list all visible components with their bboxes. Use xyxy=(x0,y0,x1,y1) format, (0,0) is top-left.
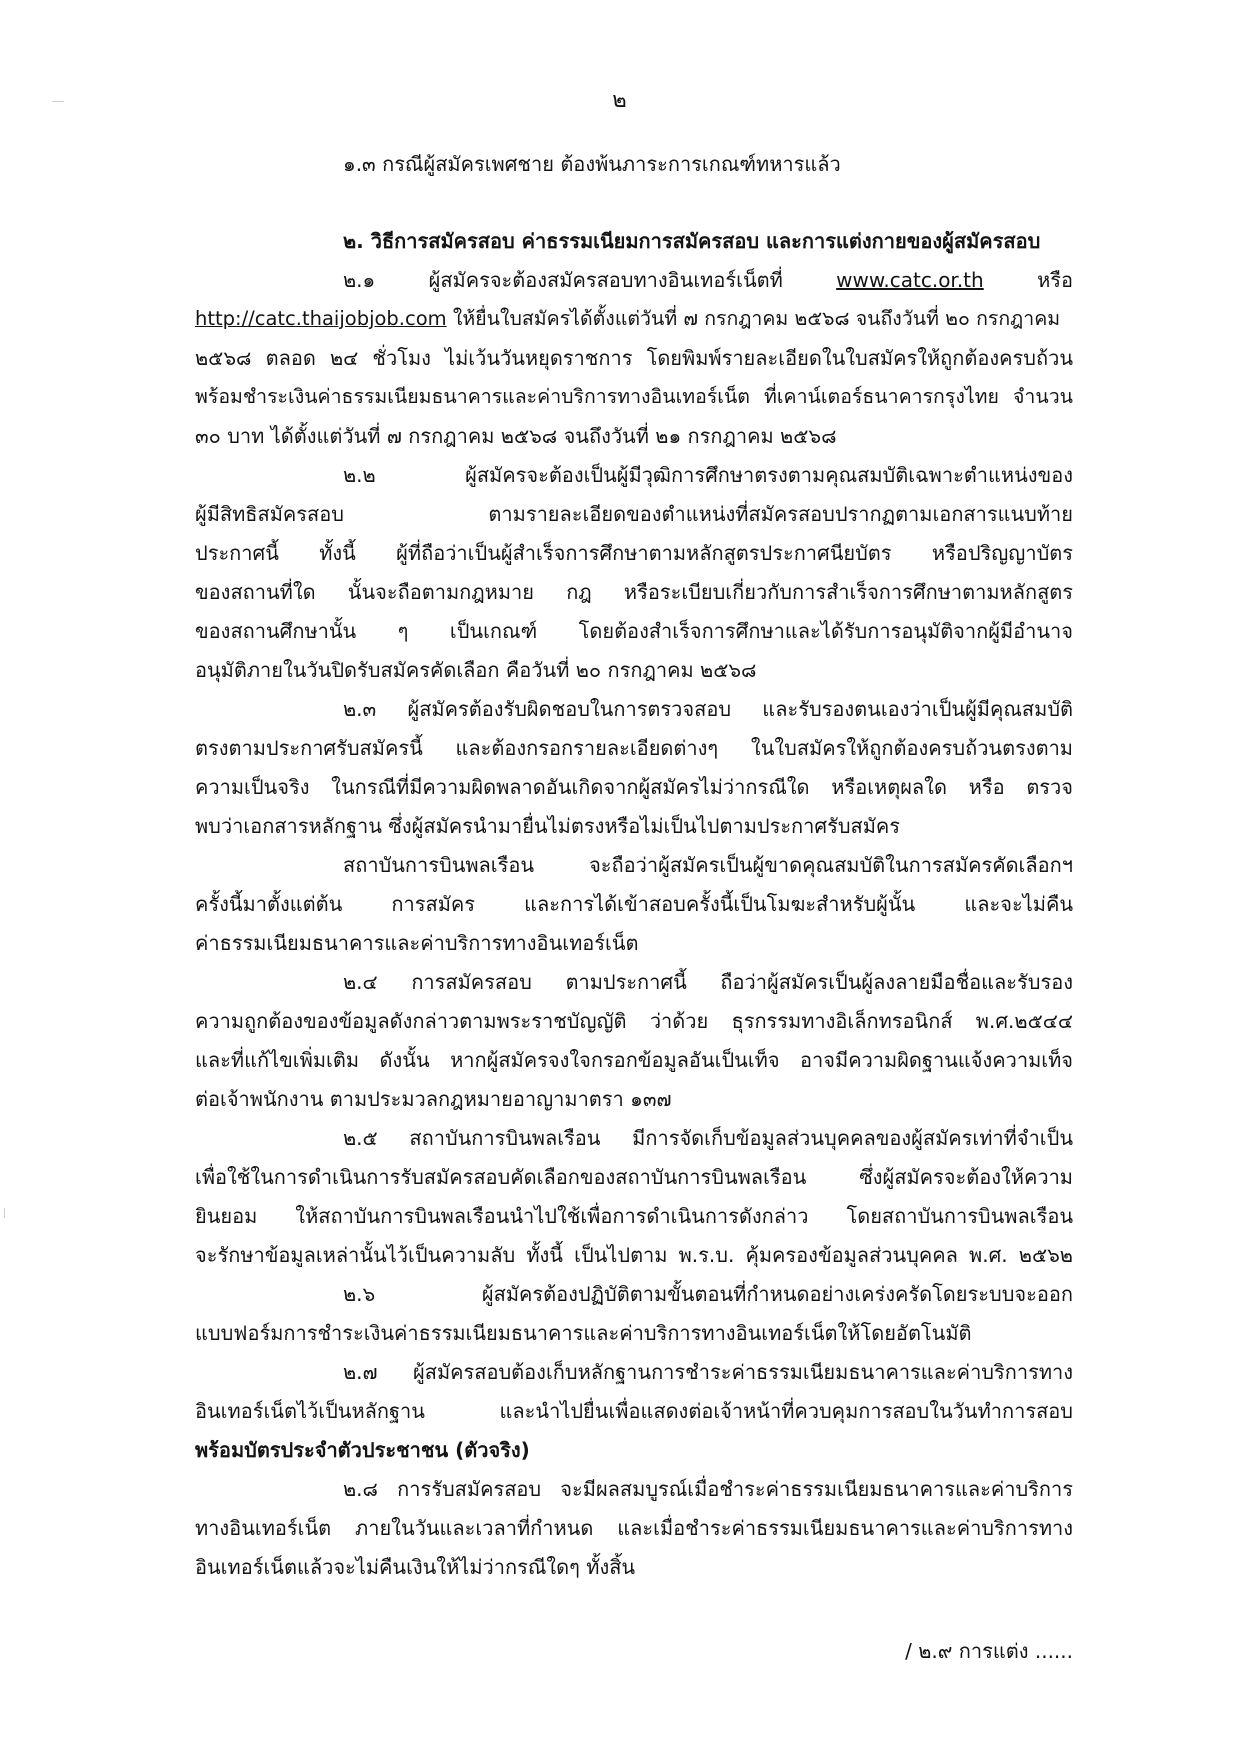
paragraph-line: ความเป็นจริง ในกรณีที่มีความผิดพลาดอันเกิดจากผู้สมัครไม่ว่ากรณีใด หรือเหตุผลใด หรือ ตรวจ xyxy=(195,775,1073,799)
paragraph-line: ยินยอม ให้สถาบันการบินพลเรือนนำไปใช้เพื่อการดำเนินการดังกล่าว โดยสถาบันการบินพลเรือน xyxy=(195,1204,1073,1228)
paragraph-line: ๒.๒ ผู้สมัครจะต้องเป็นผู้มีวุฒิการศึกษาตรงตามคุณสมบัติเฉพาะตำแหน่งของ xyxy=(343,463,1073,487)
paragraph-line: และที่แก้ไขเพิ่มเติม ดังนั้น หากผู้สมัครจงใจกรอกข้อมูลอันเป็นเท็จ อาจมีความผิดฐานแจ้งความเท็จ xyxy=(195,1048,1073,1072)
paragraph-line: ผู้มีสิทธิสมัครสอบ ตามรายละเอียดของตำแหน่งที่สมัครสอบปรากฏตามเอกสารแนบท้าย xyxy=(195,502,1073,526)
paragraph-line: อินเทอร์เน็ตไว้เป็นหลักฐาน และนำไปยื่นเพื่อแสดงต่อเจ้าหน้าที่ควบคุมการสอบในวันทำการสอบ xyxy=(195,1399,1073,1423)
paragraph-line xyxy=(343,266,1073,294)
paragraph-line: ครั้งนี้มาตั้งแต่ต้น การสมัคร และการได้เข้าสอบครั้งนี้เป็นโมฆะสำหรับผู้นั้น และจะไม่คืน xyxy=(195,892,1073,916)
paragraph-line: จะรักษาข้อมูลเหล่านั้นไว้เป็นความลับ ทั้งนี้ เป็นไปตาม พ.ร.บ. คุ้มครองข้อมูลส่วนบุคคล พ.ศ. ๒๕๖๒ xyxy=(195,1243,1073,1267)
paragraph-text: ๒.๑ ผู้สมัครจะต้องสมัครสอบทางอินเทอร์เน็ตที่ xyxy=(343,268,783,292)
paragraph-text: ให้ยื่นใบสมัครได้ตั้งแต่วันที่ ๗ กรกฎาคม ๒๕๖๘ จนถึงวันที่ ๒๐ กรกฎาคม xyxy=(452,307,1061,330)
website-link[interactable]: www.catc.or.th xyxy=(836,268,984,292)
paragraph-line: ความถูกต้องของข้อมูลดังกล่าวตามพระราชบัญญัติ ว่าด้วย ธุรกรรมทางอิเล็กทรอนิกส์ พ.ศ.๒๕๔๔ xyxy=(195,1009,1073,1033)
paragraph-line: อินเทอร์เน็ตแล้วจะไม่คืนเงินให้ไม่ว่ากรณีใดๆ ทั้งสิ้น xyxy=(195,1555,636,1579)
paragraph-line: ทางอินเทอร์เน็ต ภายในวันและเวลาที่กำหนด และเมื่อชำระค่าธรรมเนียมธนาคารและค่าบริการทาง xyxy=(195,1516,1073,1540)
paragraph-line: ต่อเจ้าพนักงาน ตามประมวลกฎหมายอาญามาตรา ๑๓๗ xyxy=(195,1087,672,1111)
paragraph-line: ประกาศนี้ ทั้งนี้ ผู้ที่ถือว่าเป็นผู้สำเร็จการศึกษาตามหลักสูตรประกาศนียบัตร หรือปริญญาบัตร xyxy=(195,541,1073,565)
continuation-footer: / ๒.๙ การแต่ง ...... xyxy=(905,1639,1073,1663)
paragraph-line: พบว่าเอกสารหลักฐาน ซึ่งผู้สมัครนำมายื่นไม่ตรงหรือไม่เป็นไปตามประกาศรับสมัคร xyxy=(195,814,901,838)
section-heading: ๒. วิธีการสมัครสอบ ค่าธรรมเนียมการสมัครสอบ และการแต่งกายของผู้สมัครสอบ xyxy=(343,229,1041,253)
paragraph-line: เพื่อใช้ในการดำเนินการรับสมัครสอบคัดเลือกของสถาบันการบินพลเรือน ซึ่งผู้สมัครจะต้องให้ความ xyxy=(195,1165,1073,1189)
paragraph-line: ๒.๘ การรับสมัครสอบ จะมีผลสมบูรณ์เมื่อชำระค่าธรรมเนียมธนาคารและค่าบริการ xyxy=(343,1477,1073,1501)
paragraph-line: สถาบันการบินพลเรือน จะถือว่าผู้สมัครเป็นผู้ขาดคุณสมบัติในการสมัครคัดเลือกฯ xyxy=(343,853,1073,877)
paragraph-line: ๒.๔ การสมัครสอบ ตามประกาศนี้ ถือว่าผู้สมัครเป็นผู้ลงลายมือชื่อและรับรอง xyxy=(343,970,1073,994)
paragraph-line xyxy=(195,305,1073,333)
paragraph-line: ๑.๓ กรณีผู้สมัครเพศชาย ต้องพ้นภาระการเกณฑ์ทหารแล้ว xyxy=(343,152,841,176)
paragraph-line: ตรงตามประกาศรับสมัครนี้ และต้องกรอกรายละเอียดต่างๆ ในใบสมัครให้ถูกต้องครบถ้วนตรงตาม xyxy=(195,736,1073,760)
paragraph-line: อนุมัติภายในวันปิดรับสมัครคัดเลือก คือวันที่ ๒๐ กรกฎาคม ๒๕๖๘ xyxy=(195,658,757,682)
paragraph-line: พร้อมชำระเงินค่าธรรมเนียมธนาคารและค่าบริการทางอินเทอร์เน็ต ที่เคาน์เตอร์ธนาคารกรุงไทย จำนวน xyxy=(195,385,1073,408)
website-link[interactable]: http://catc.thaijobjob.com xyxy=(195,307,447,330)
scan-mark xyxy=(4,1208,5,1218)
paragraph-line: ๒.๗ ผู้สมัครสอบต้องเก็บหลักฐานการชำระค่าธรรมเนียมธนาคารและค่าบริการทาง xyxy=(343,1360,1073,1384)
paragraph-line: ๒.๓ ผู้สมัครต้องรับผิดชอบในการตรวจสอบ และรับรองตนเองว่าเป็นผู้มีคุณสมบัติ xyxy=(343,697,1073,721)
paragraph-line: ของสถานศึกษานั้น ๆ เป็นเกณฑ์ โดยต้องสำเร็จการศึกษาและได้รับการอนุมัติจากผู้มีอำนาจ xyxy=(195,619,1073,643)
paragraph-line: ค่าธรรมเนียมธนาคารและค่าบริการทางอินเทอร์เน็ต xyxy=(195,931,639,955)
paragraph-line: พร้อมบัตรประจำตัวประชาชน (ตัวจริง) xyxy=(195,1438,530,1462)
paragraph-line: ๒.๕ สถาบันการบินพลเรือน มีการจัดเก็บข้อมูลส่วนบุคคลของผู้สมัครเท่าที่จำเป็น xyxy=(343,1126,1073,1150)
paragraph-line: ๒.๖ ผู้สมัครต้องปฏิบัติตามขั้นตอนที่กำหนดอย่างเคร่งครัดโดยระบบจะออก xyxy=(343,1282,1073,1306)
paragraph-line: ของสถานที่ใด นั้นจะถือตามกฎหมาย กฎ หรือระเบียบเกี่ยวกับการสำเร็จการศึกษาตามหลักสูตร xyxy=(195,580,1073,604)
paragraph-line: แบบฟอร์มการชำระเงินค่าธรรมเนียมธนาคารและค่าบริการทางอินเทอร์เน็ตให้โดยอัตโนมัติ xyxy=(195,1321,972,1345)
page-number: ๒ xyxy=(612,88,628,113)
paragraph-text: หรือ xyxy=(1037,268,1073,292)
paragraph-line: ๓๐ บาท ได้ตั้งแต่วันที่ ๗ กรกฎาคม ๒๕๖๘ จนถึงวันที่ ๒๑ กรกฎาคม ๒๕๖๘ xyxy=(195,424,837,448)
paragraph-line: ๒๕๖๘ ตลอด ๒๔ ชั่วโมง ไม่เว้นวันหยุดราชการ โดยพิมพ์รายละเอียดในใบสมัครให้ถูกต้องครบถ้วน xyxy=(195,346,1073,370)
